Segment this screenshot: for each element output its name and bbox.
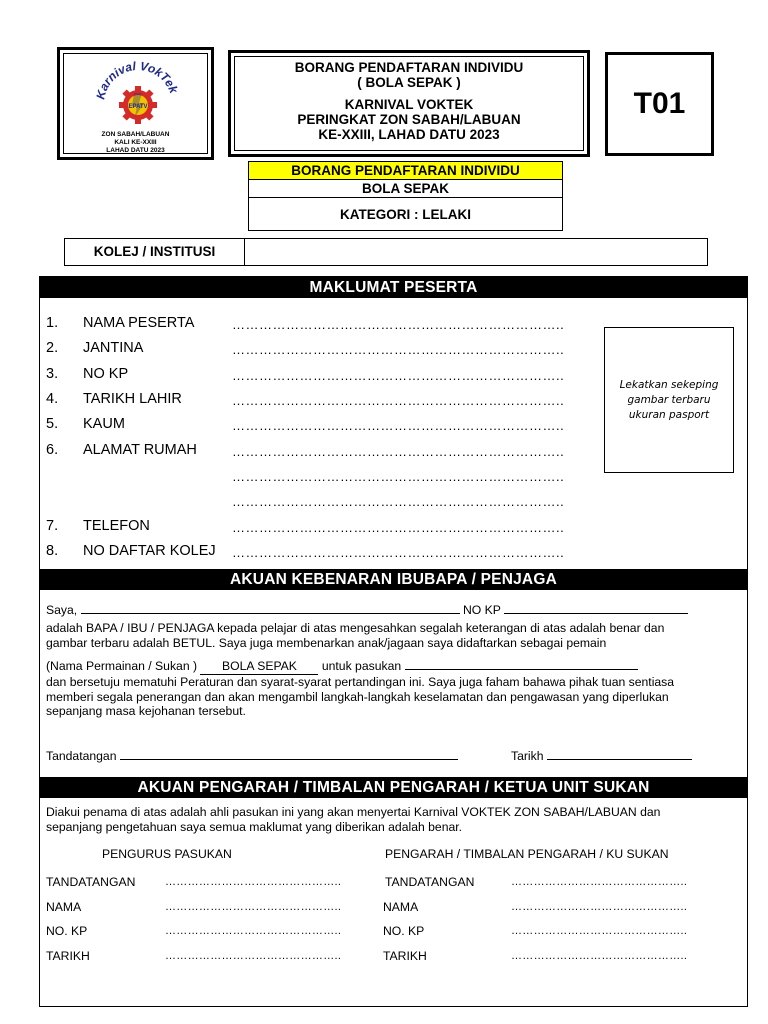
sig-label-tandatangan-left: TANDATANGAN: [46, 875, 136, 889]
field-input-kaum[interactable]: ………………………………………………………………..: [232, 418, 565, 433]
field-label-telefon: TELEFON: [83, 518, 150, 534]
kolej-input[interactable]: [246, 239, 707, 265]
sig-input-tandatangan-left[interactable]: ………………………………………..: [165, 876, 342, 888]
field-number: 1.: [46, 315, 59, 331]
field-input-no-kp[interactable]: ………………………………………………………………..: [232, 368, 565, 383]
field-label-nama: NAMA PESERTA: [83, 315, 195, 331]
sig-label-nama-left: NAMA: [46, 900, 82, 914]
untuk-pasukan-label: untuk pasukan: [321, 659, 402, 673]
svg-text:EPATV: EPATV: [128, 104, 148, 110]
saya-row: [46, 602, 688, 618]
sig-label-nokp-left: NO. KP: [46, 924, 88, 938]
section-heading-akuan-pengarah: AKUAN PENGARAH / TIMBALAN PENGARAH / KETUA UNIT SUKAN: [40, 777, 747, 798]
field-input-no-daftar[interactable]: ………………………………………………………………..: [232, 545, 565, 560]
field-input-nama[interactable]: ………………………………………………………………..: [232, 317, 565, 332]
sig-input-tarikh-left[interactable]: ………………………………………..: [165, 950, 342, 962]
form-title-frame: [228, 50, 590, 157]
sig-input-tandatangan-right[interactable]: ………………………………………..: [511, 876, 688, 888]
field-input-tarikh-lahir[interactable]: ………………………………………………………………..: [232, 393, 565, 408]
tandatangan-row: [46, 748, 458, 764]
sport-row: [46, 658, 638, 675]
paragraph-line: sepanjang pengetahuan saya semua maklumat yang diberikan adalah benar.: [46, 820, 463, 834]
form-title: [234, 56, 584, 151]
field-input-alamat-line1[interactable]: ………………………………………………………………..: [232, 444, 565, 459]
paragraph-line: adalah BAPA / IBU / PENJAGA kepada pelajar di atas mengesahkan segalah keterangan di atas adalah benar dan: [46, 621, 665, 635]
paragraph-line: dan bersetuju mematuhi Peraturan dan syarat-syarat pertandingan ini. Saya juga faham bahawa pihak tuan sentiasa: [46, 675, 675, 689]
parent-no-kp-input[interactable]: [504, 602, 688, 614]
parent-date-input[interactable]: [547, 748, 692, 760]
sig-label-nama-right: NAMA: [383, 900, 419, 914]
field-label-tarikh-lahir: TARIKH LAHIR: [83, 391, 182, 407]
sig-input-nokp-right[interactable]: ………………………………………..: [511, 925, 688, 937]
paragraph-line: gambar terbaru adalah BETUL. Saya juga membenarkan anak/jagaan saya didaftarkan sebagai pemain: [46, 636, 607, 650]
subtitle-table: [248, 161, 563, 231]
title-line: PERINGKAT ZON SABAH/LABUAN: [297, 112, 521, 127]
sig-input-tarikh-right[interactable]: ………………………………………..: [511, 950, 688, 962]
section-heading-akuan-ibubapa: AKUAN KEBENARAN IBUBAPA / PENJAGA: [40, 569, 747, 590]
sig-label-tarikh-left: TARIKH: [46, 949, 90, 963]
field-number: 3.: [46, 366, 59, 382]
kolej-label: KOLEJ / INSTITUSI: [65, 239, 245, 265]
logo-inner-frame: [63, 53, 208, 154]
svg-text:Karnival VokTek: Karnival VokTek: [93, 58, 181, 101]
photo-note: Lekatkan sekeping gambar terbaru ukuran pasport: [619, 378, 719, 421]
field-label-no-daftar: NO DAFTAR KOLEJ: [83, 543, 216, 559]
field-input-alamat-line3[interactable]: ………………………………………………………………..: [232, 494, 565, 509]
field-input-alamat-line2[interactable]: ………………………………………………………………..: [232, 469, 565, 484]
field-label-kaum: KAUM: [83, 416, 125, 432]
title-line: KARNIVAL VOKTEK: [344, 97, 474, 112]
paragraph-line: Diakui penama di atas adalah ahli pasukan ini yang akan menyertai Karnival VOKTEK ZON SABAH/LABUAN dan: [46, 805, 661, 819]
sig-label-nokp-right: NO. KP: [383, 924, 425, 938]
paragraph-line: memberi segala penerangan dan akan mengambil langkah-langkah keselamatan dan pengawasan yang diperlukan: [46, 690, 669, 704]
sig-label-tandatangan-right: TANDATANGAN: [385, 875, 475, 889]
sig-label-tarikh-right: TARIKH: [383, 949, 427, 963]
sig-input-nokp-left[interactable]: ………………………………………..: [165, 925, 342, 937]
sig-input-nama-left[interactable]: ………………………………………..: [165, 901, 342, 913]
section-heading-maklumat: MAKLUMAT PESERTA: [40, 277, 747, 298]
karnival-voktek-logo: [90, 58, 186, 132]
subtitle-form-name: BORANG PENDAFTARAN INDIVIDU: [249, 162, 562, 180]
parent-signature-input[interactable]: [120, 748, 458, 760]
parent-name-input[interactable]: [81, 602, 460, 614]
subtitle-sport: BOLA SEPAK: [249, 180, 562, 198]
logo-caption-line: ZON SABAH/LABUAN: [101, 131, 170, 138]
kolej-row: [64, 238, 708, 266]
title-line: ( BOLA SEPAK ): [357, 75, 461, 90]
field-label-no-kp: NO KP: [83, 366, 129, 382]
field-label-alamat: ALAMAT RUMAH: [83, 442, 197, 458]
tarikh-label: Tarikh: [511, 749, 544, 763]
field-number: 6.: [46, 442, 59, 458]
sport-value[interactable]: BOLA SEPAK: [200, 659, 318, 675]
paragraph-line: sepanjang masa kejohanan tersebut.: [46, 704, 246, 718]
field-number: 8.: [46, 543, 59, 559]
sport-label: (Nama Permainan / Sukan ): [46, 659, 198, 673]
field-number: 5.: [46, 416, 59, 432]
logo-frame: [57, 47, 214, 160]
sig-input-nama-right[interactable]: ………………………………………..: [511, 901, 688, 913]
logo-caption-line: KALI KE-XXIII: [114, 139, 157, 146]
logo-caption: [64, 131, 207, 155]
team-input[interactable]: [405, 658, 638, 670]
form-code: T01: [605, 52, 714, 156]
field-input-telefon[interactable]: ………………………………………………………………..: [232, 520, 565, 535]
pengurus-heading: PENGURUS PASUKAN: [102, 847, 232, 861]
logo-caption-line: LAHAD DATU 2023: [106, 147, 165, 154]
title-line: BORANG PENDAFTARAN INDIVIDU: [294, 60, 524, 75]
field-label-jantina: JANTINA: [83, 340, 144, 356]
no-kp-label: NO KP: [462, 603, 501, 617]
subtitle-category: KATEGORI : LELAKI: [340, 207, 471, 222]
tarikh-row: [511, 748, 692, 764]
tandatangan-label: Tandatangan: [46, 749, 117, 763]
pengarah-heading: PENGARAH / TIMBALAN PENGARAH / KU SUKAN: [385, 847, 669, 861]
field-number: 2.: [46, 340, 59, 356]
saya-label: Saya,: [46, 603, 78, 617]
field-number: 7.: [46, 518, 59, 534]
field-number: 4.: [46, 391, 59, 407]
passport-photo-box[interactable]: [604, 327, 734, 473]
title-line: KE-XXIII, LAHAD DATU 2023: [318, 127, 500, 142]
field-input-jantina[interactable]: ………………………………………………………………..: [232, 342, 565, 357]
